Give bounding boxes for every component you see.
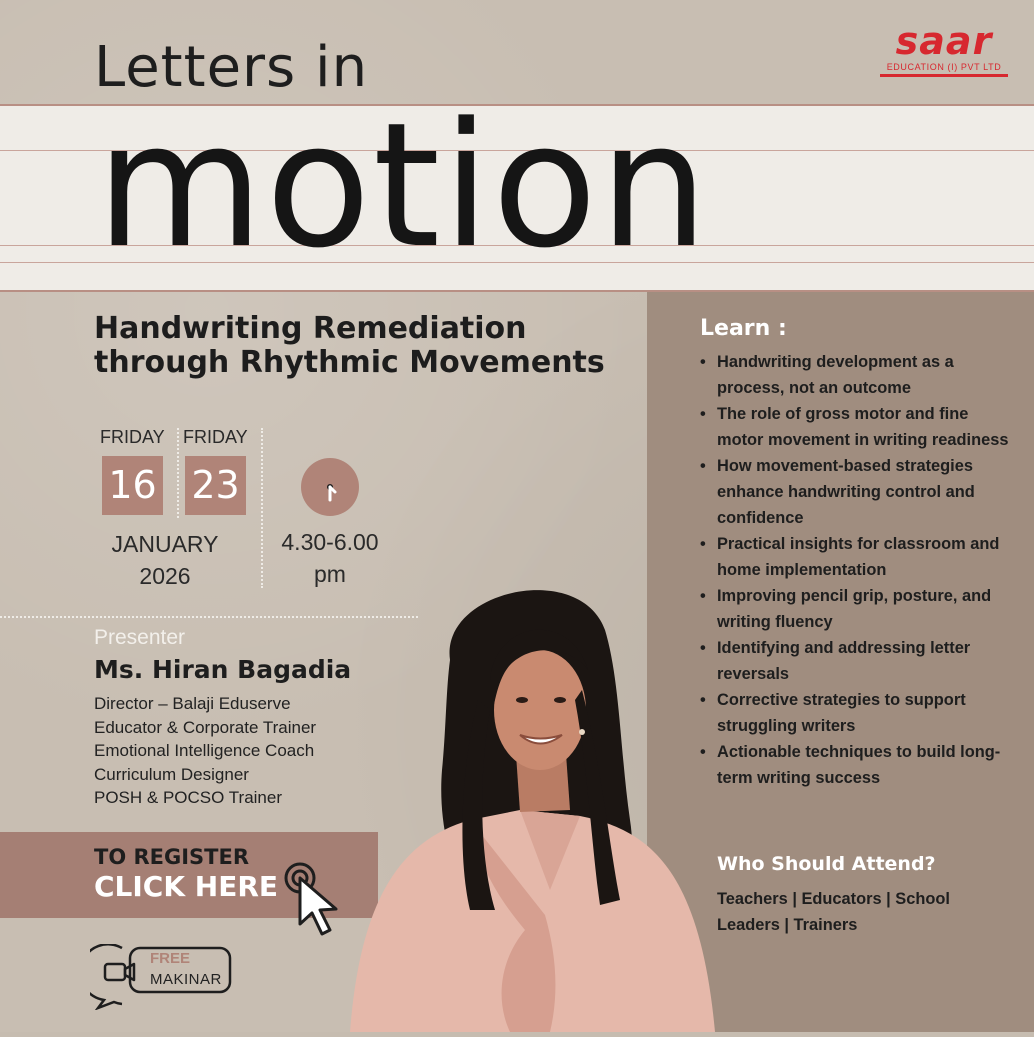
- learn-item: • Practical insights for classroom and home implementation: [700, 531, 1018, 583]
- audience-text: Teachers | Educators | School Leaders | Trainers: [717, 890, 950, 934]
- learn-heading: Learn :: [700, 316, 787, 341]
- learn-item: • Corrective strategies to support struggling writers: [700, 687, 1018, 739]
- role-item: Emotional Intelligence Coach: [94, 741, 315, 760]
- title-line-1: Letters in: [94, 35, 369, 100]
- presenter-roles: [94, 692, 316, 810]
- subtitle-line-1: Handwriting Remediation: [94, 311, 527, 346]
- learn-item: • Actionable techniques to build long-term writing success: [700, 739, 1018, 791]
- weekday-1: FRIDAY: [100, 427, 165, 447]
- clock-icon: [301, 458, 359, 516]
- logo-subtitle: EDUCATION (I) PVT LTD: [886, 62, 1002, 72]
- time-divider: [261, 428, 263, 588]
- badge-word: MAKINAR: [150, 971, 222, 988]
- logo-word: saar: [895, 19, 993, 63]
- month: JANUARY: [111, 531, 219, 557]
- audience-heading: Who Should Attend?: [717, 853, 936, 875]
- time-suffix: pm: [314, 561, 346, 587]
- register-label[interactable]: TO REGISTER: [94, 845, 250, 869]
- title-line-2: motion: [96, 85, 711, 286]
- role-item: Director – Balaji Eduserve: [94, 694, 291, 713]
- date-box-1: 16: [102, 456, 163, 515]
- year: 2026: [139, 563, 191, 589]
- presenter-photo: [320, 570, 740, 1032]
- saar-logo: [880, 19, 1008, 78]
- learn-item: • How movement-based strategies enhance handwriting control and confidence: [700, 453, 1018, 531]
- date-box-2: 23: [185, 456, 246, 515]
- click-here-label[interactable]: CLICK HERE: [94, 870, 279, 903]
- presenter-label: Presenter: [94, 626, 186, 649]
- learn-item: • The role of gross motor and fine motor movement in writing readiness: [700, 401, 1018, 453]
- weekday-2: FRIDAY: [183, 427, 248, 447]
- role-item: Curriculum Designer: [94, 764, 249, 784]
- learn-item: • Improving pencil grip, posture, and writing fluency: [700, 583, 1018, 635]
- role-item: Educator & Corporate Trainer: [94, 717, 317, 737]
- logo-underline: [880, 74, 1008, 77]
- learn-item: • Identifying and addressing letter reversals: [700, 635, 1018, 687]
- date-divider: [177, 428, 179, 518]
- learn-item: • Handwriting development as a process, not an outcome: [700, 349, 1018, 401]
- badge-free: FREE: [150, 950, 191, 967]
- presenter-name: Ms. Hiran Bagadia: [94, 655, 352, 684]
- event-subtitle: [94, 312, 654, 380]
- subtitle-line-2: through Rhythmic Movements: [94, 345, 605, 380]
- month-year: [100, 528, 230, 592]
- time-range: 4.30-6.00: [281, 529, 379, 555]
- learn-list: [700, 349, 1018, 791]
- role-item: POSH & POCSO Trainer: [94, 788, 282, 807]
